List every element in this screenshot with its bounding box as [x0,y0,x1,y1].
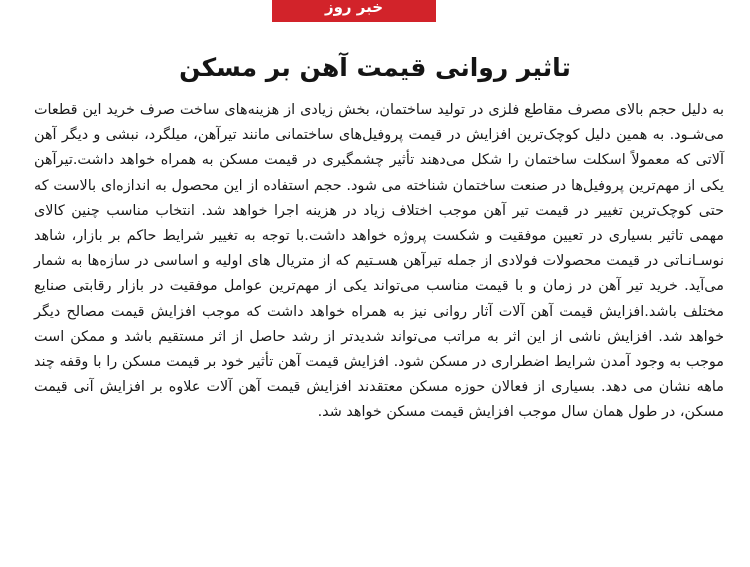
article-title: تاثیر روانی قیمت آهن بر مسکن [179,53,571,82]
section-label: خبر روز [272,0,436,22]
article-body: به دلیل حجم بالای مصرف مقاطع فلزی در تولید ساختمان، بخش زیادی از هزینه‌های ساخت صرف خرید این قطعات می‌شـود. به همین دلیل کوچک‌ترین افزایش در قیمت پروفیل‌های ساختمانی مانند تیرآهن، میلگرد، نبشی و دیگر آهن آلاتی که معمولاً اسکلت ساختمان را شکل می‌دهند تأثیر چشمگیری در قیمت مسکن به همراه خواهد داشت.تیرآهن یکی از مهم‌ترین پروفیل‌ها در صنعت ساختمان شناخته می‌ شود. حجم استفاده از این محصول به اندازه‌ای بالاست که حتی کوچک‌ترین تغییر در قیمت تیر آهن موجب اختلاف زیاد در هزینه اجرا خواهد شد. انتخاب مناسب چنین کالای مهمی تاثیر بسیاری در تعیین موفقیت و شکست پروژه خواهد داشت.با توجه به تغییر شرایط حاکم بر بازار، شاهد نوسـانـاتی در قیمت محصولات فولادی از جمله تیرآهن هسـتیم که از متریال های اولیه و اساسی در سازه‌ها به شمار می‌آید. خرید تیر آهن در زمان و با قیمت مناسب می‌تواند یکی از مهم‌ترین عوامل موفقیت در بازار رقابتی صنایع مختلف باشد.افزایش قیمت آهن آلات آثار روانی نیز به همراه خواهد داشت که موجب افزایش قیمت مصالح دیگر خواهد شد. افزایش ناشی از این اثر به مراتب می‌تواند شدیدتر از رشد حاصل از اثر مستقیم باشد و ممکن است موجب به وجود آمدن شرایط اضطراری در مسکن شود. افزایش قیمت آهن تأثیر خود بر قیمت مسکن را با وقفه چند ماهه نشان می دهد. بسیاری از فعالان حوزه مسکن معتقدند افزایش قیمت آهن آلات علاوه بر افزایش آنی قیمت مسکن، در طول همان سال موجب افزایش قیمت مسکن خواهد شد. [34,102,724,421]
